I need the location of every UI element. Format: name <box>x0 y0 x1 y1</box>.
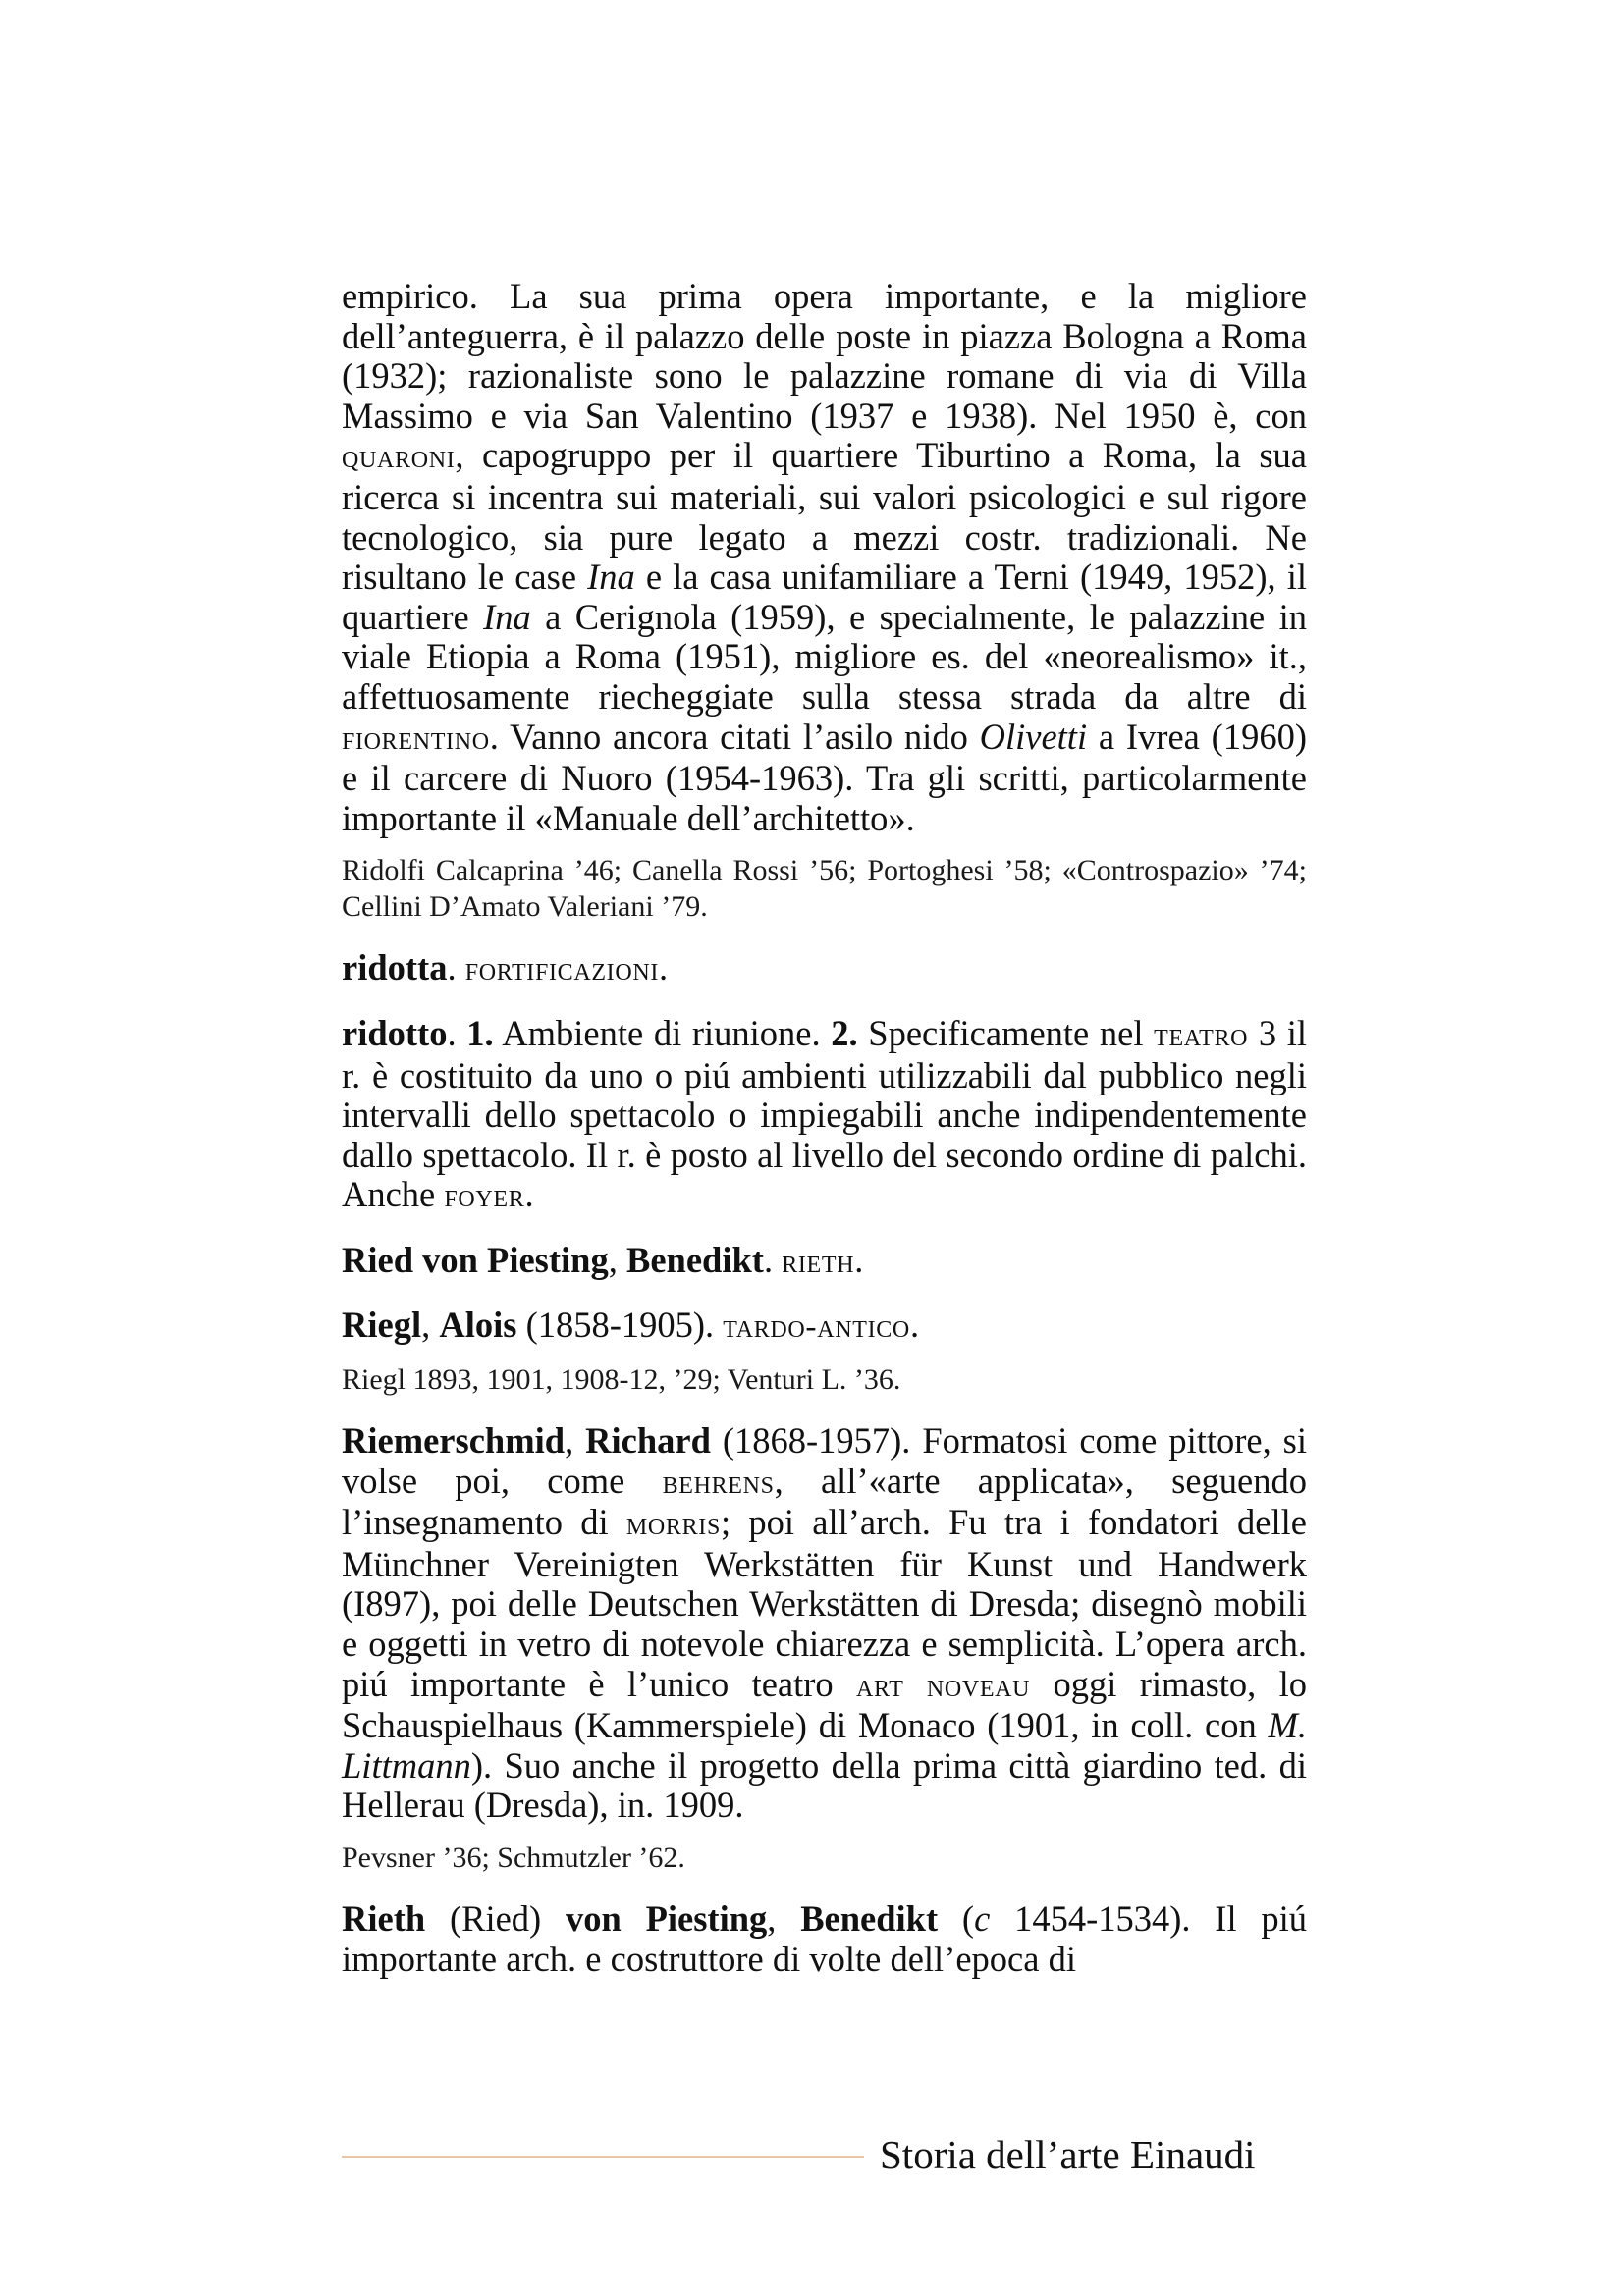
text-run: oggi rimasto, lo Schauspielhaus (Kammerspiele) di Monaco (1901, in coll. con <box>342 1663 1308 1746</box>
text-run: (1868-1957). Formatosi come pittore, si volse poi, come <box>342 1420 1308 1501</box>
text-run: . <box>524 1174 534 1215</box>
cross-reference: foyer <box>444 1178 525 1215</box>
entry-headword-forename: Alois <box>439 1305 517 1346</box>
text-run: , <box>608 1239 626 1280</box>
entry-continuation-paragraph <box>342 277 1307 838</box>
italic-text: Ina <box>483 596 531 637</box>
text-run: empirico. La sua prima opera importante, e la migliore dell’anteguerra, è il palazzo delle poste in piazza Bologna a Roma (1932); razionaliste sono le palazzine romane di via di Villa Massimo e via San Valentino (1937 e 1938). Nel 1950 è, con <box>342 276 1307 436</box>
sense-number: 2. <box>831 1012 858 1053</box>
entry-ried-von-piesting <box>342 1241 1307 1283</box>
text-run: Ambiente di riunione. <box>493 1012 832 1053</box>
cross-reference: morris <box>625 1506 721 1543</box>
text-run: . <box>447 947 465 988</box>
entry-rieth <box>342 1899 1307 1979</box>
text-run: . Vanno ancora citati l’asilo nido <box>489 716 980 757</box>
bibliography-note: Riegl 1893, 1901, 1908-12, ’29; Venturi L. ’36. <box>342 1363 901 1397</box>
cross-reference: tardo-antico <box>723 1308 910 1346</box>
text-run: e la casa unifamiliare a Terni (1949, 1952), il quartiere <box>342 557 1307 637</box>
footer-divider <box>342 2156 864 2158</box>
text-run: . <box>909 1305 920 1346</box>
text-run: , capogruppo per il quartiere Tiburtino a Roma, la sua ricerca si incentra sui materiali, sui valori psicologici e sul rigore tecnologico, sia pure legato a mezzi costr. tradizionali. Ne risultano le case <box>342 435 1307 598</box>
cross-reference: art noveau <box>856 1667 1031 1704</box>
text-run: , <box>767 1898 801 1939</box>
bibliography-note: Pevsner ’36; Schmutzler ’62. <box>342 1842 685 1874</box>
entry-headword-forename: Benedikt <box>626 1239 764 1280</box>
bibliography-note: Ridolfi Calcaprina ’46; Canella Rossi ’56; Portoghesi ’58; «Controspazio» ’74; Cellini D’Amato Valeriani ’79. <box>342 854 1307 924</box>
cross-reference: teatro <box>1154 1016 1249 1053</box>
cross-reference: fiorentino <box>342 720 490 757</box>
dictionary-column <box>342 277 1307 1979</box>
text-run: a Cerignola (1959), e specialmente, le palazzine in viale Etiopia a Roma (1951), migliore es. del «neorealismo» it., affettuosamente riecheggiate sulla stessa strada da altre di <box>342 596 1307 717</box>
text-run: , <box>421 1305 440 1346</box>
text-run: (1858-1905). <box>516 1305 724 1346</box>
text-run: 3 il r. è costituito da uno o piú ambienti utilizzabili dal pubblico negli intervalli dello spettacolo o impiegabili anche indipendentemente dallo spettacolo. Il r. è posto al livello del secondo ordine di palchi. Anche <box>342 1012 1307 1215</box>
cross-reference: fortificazioni <box>464 951 659 988</box>
italic-text: Olivetti <box>979 716 1088 757</box>
text-run: 1454-1534). Il piú importante arch. e costruttore di volte dell’epoca di <box>342 1898 1308 1979</box>
text-run: ). Suo anche il progetto della prima città giardino ted. di Hellerau (Dresda), in. 1909. <box>342 1744 1307 1826</box>
text-run: . <box>659 947 669 988</box>
entry-ridotta <box>342 948 1307 990</box>
italic-text: M. Littmann <box>342 1705 1307 1786</box>
text-run: . <box>447 1012 467 1053</box>
entry-riemerschmid <box>342 1421 1307 1826</box>
entry-riegl <box>342 1306 1307 1348</box>
entry-headword: Rieth <box>342 1898 426 1939</box>
cross-reference: behrens <box>662 1464 775 1501</box>
italic-text: Ina <box>587 557 635 598</box>
cross-reference: quaroni <box>342 439 456 476</box>
italic-text: c <box>974 1898 991 1939</box>
entry-headword: Riemerschmid <box>342 1420 566 1462</box>
text-run: , <box>565 1420 586 1462</box>
sense-number: 1. <box>466 1012 494 1053</box>
entry-headword: ridotto <box>342 1012 448 1053</box>
entry-ridotto <box>342 1014 1307 1217</box>
entry-headword-forename: Richard <box>585 1420 711 1462</box>
text-run: Specificamente nel <box>857 1012 1155 1053</box>
text-run: (Ried) <box>425 1898 566 1939</box>
entry-headword: ridotta <box>342 947 448 988</box>
entry-headword: Ried von Piesting <box>342 1239 609 1280</box>
cross-reference: rieth <box>782 1243 855 1280</box>
entry-headword: Riegl <box>342 1305 422 1346</box>
footer-publisher: Storia dell’arte Einaudi <box>880 2132 1256 2177</box>
entry-headword-forename: Benedikt <box>800 1898 939 1939</box>
text-run: , all’«arte applicata», seguendo l’insegnamento di <box>342 1460 1307 1543</box>
text-run: a Ivrea (1960) e il carcere di Nuoro (1954-1963). Tra gli scritti, particolarmente importante il «Manuale dell’architetto». <box>342 716 1307 838</box>
text-run: ( <box>938 1898 975 1939</box>
text-run: . <box>854 1239 864 1280</box>
entry-headword-part: von Piesting <box>565 1898 768 1939</box>
text-run: . <box>763 1239 783 1280</box>
text-run: ; poi all’arch. Fu tra i fondatori delle Münchner Vereinigten Werkstätten für Kunst und Handwerk (I897), poi delle Deutschen Werkstätten di Dresda; disegnò mobili e oggetti in vetro di notevole chiarezza e semplicità. L’opera arch. piú importante è l’unico teatro <box>342 1502 1307 1704</box>
